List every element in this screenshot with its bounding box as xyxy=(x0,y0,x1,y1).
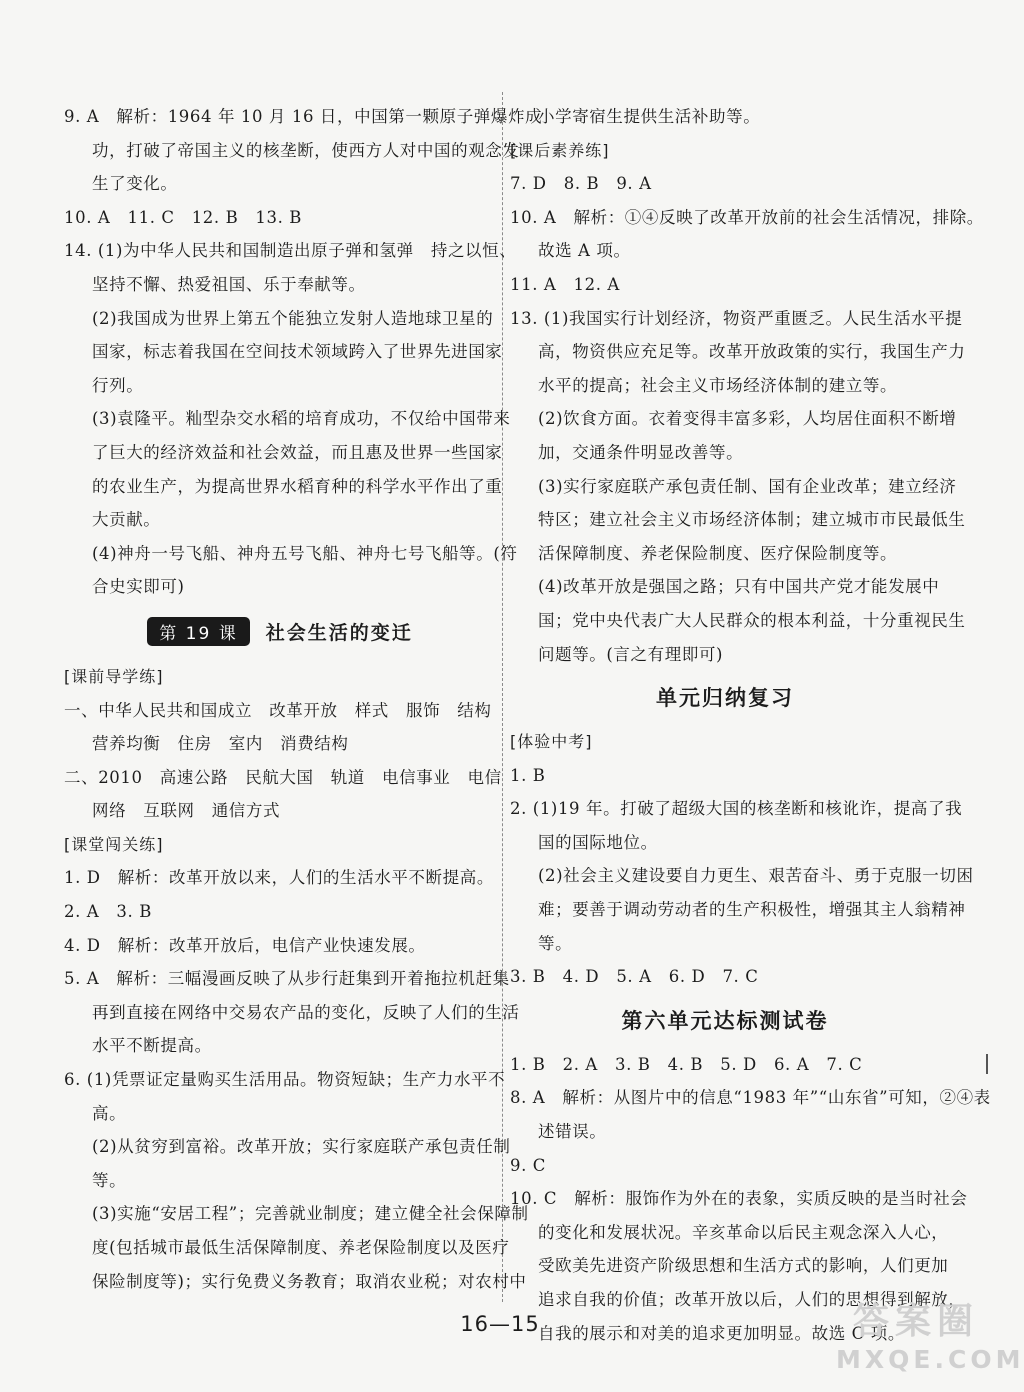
right-column xyxy=(510,100,991,1350)
answer-line: 特区；建立社会主义市场经济体制；建立城市市民最低生 xyxy=(538,510,966,530)
answer-line: 6. (1)凭票证定量购买生活用品。物资短缺；生产力水平不 xyxy=(64,1070,506,1090)
right-answers-top xyxy=(510,100,984,671)
answer-line: 问题等。(言之有理即可) xyxy=(538,644,724,664)
answer-line: 10. C 解析：服饰作为外在的表象，实质反映的是当时社会 xyxy=(510,1189,968,1209)
right-answers-middle xyxy=(510,725,974,994)
answer-line: 等。 xyxy=(92,1170,127,1190)
answer-line: 故选 A 项。 xyxy=(538,241,631,261)
answer-line: 8. A 解析：从图片中的信息“1983 年”“山东省”可知，②④表 xyxy=(510,1088,991,1108)
answer-line: 13. (1)我国实行计划经济，物资严重匮乏。人民生活水平提 xyxy=(510,308,963,328)
answer-line: 水平不断提高。 xyxy=(92,1036,212,1056)
answer-line: 国；党中央代表广大人民群众的根本利益，十分重视民生 xyxy=(538,610,966,630)
answer-line: 3. B 4. D 5. A 6. D 7. C xyxy=(510,967,759,987)
unit-review-title: 单元归纳复习 xyxy=(656,686,794,711)
answer-line: (2)我国成为世界上第五个能独立发射人造地球卫星的 xyxy=(92,308,494,328)
answer-line: 二、2010 高速公路 民航大国 轨道 电信事业 电信 xyxy=(64,767,502,787)
left-answers-top xyxy=(64,100,543,604)
answer-line: (3)实施“安居工程”；完善就业制度；建立健全社会保障制 xyxy=(92,1204,529,1224)
answer-line: 大贡献。 xyxy=(92,510,161,530)
answer-line: 高。 xyxy=(92,1103,127,1123)
answer-line: 1. D 解析：改革开放以来，人们的生活水平不断提高。 xyxy=(64,868,494,888)
answer-line: 难；要善于调动劳动者的生产积极性，增强其主人翁精神 xyxy=(538,900,966,920)
answer-line: 5. A 解析：三幅漫画反映了从步行赶集到开着拖拉机赶集 xyxy=(64,969,510,989)
answer-line: 14. (1)为中华人民共和国制造出原子弹和氢弹 持之以恒、 xyxy=(64,241,517,261)
answer-line: (3)袁隆平。籼型杂交水稻的培育成功，不仅给中国带来 xyxy=(92,409,511,429)
watermark-text-top: 答案圈 xyxy=(852,1301,979,1342)
answer-line: 追求自我的价值；改革开放以后，人们的思想得到解放， xyxy=(538,1290,966,1309)
answer-line: 国的国际地位。 xyxy=(538,832,658,852)
answer-line: 受欧美先进资产阶级思想和生活方式的影响，人们更加 xyxy=(538,1256,949,1276)
answer-line: 2. A 3. B xyxy=(64,902,152,922)
answer-line: 活保障制度、养老保险制度、医疗保险制度等。 xyxy=(538,543,898,563)
section-label: [课后素养练] xyxy=(510,140,610,160)
answer-line: 高，物资供应充足等。改革开放政策的实行，我国生产力 xyxy=(538,342,966,362)
answer-line: 自我的展示和对美的追求更加明显。故选 C 项。 xyxy=(538,1323,905,1343)
answer-line: 营养均衡 住房 室内 消费结构 xyxy=(92,734,349,754)
answer-line: (4)神舟一号飞船、神舟五号飞船、神舟七号飞船等。(符 xyxy=(92,543,518,563)
section-label: [课前导学练] xyxy=(64,666,164,686)
answer-line: 10. A 11. C 12. B 13. B xyxy=(64,207,303,227)
answer-line: 的农业生产，为提高世界水稻育种的科学水平作出了重 xyxy=(92,476,503,496)
answer-line: 再到直接在网络中交易农产品的变化，反映了人们的生活 xyxy=(92,1002,520,1022)
answer-line: 9. C xyxy=(510,1155,547,1175)
answer-line: 生了变化。 xyxy=(92,174,178,194)
answer-line: 10. A 解析：①④反映了改革开放前的社会生活情况，排除。 xyxy=(510,207,984,227)
margin-mark xyxy=(986,1054,988,1074)
answer-line: 的变化和发展状况。辛亥革命以后民主观念深入人心， xyxy=(538,1222,949,1242)
answer-line: (2)社会主义建设要自力更生、艰苦奋斗、勇于克服一切困 xyxy=(538,866,974,886)
answer-line: 4. D 解析：改革开放后，电信产业快速发展。 xyxy=(64,935,426,955)
section-label: [体验中考] xyxy=(510,732,593,752)
answer-line: 2. (1)19 年。打破了超级大国的核垄断和核讹诈，提高了我 xyxy=(510,799,963,819)
answer-line: 11. A 12. A xyxy=(510,274,620,294)
unit-test-title: 第六单元达标测试卷 xyxy=(621,1008,829,1033)
section-label: [课堂闯关练] xyxy=(64,834,164,854)
page-number: 16—15 xyxy=(460,1312,540,1336)
answer-line: 9. A 解析：1964 年 10 月 16 日，中国第一颗原子弹爆炸成 xyxy=(64,107,543,126)
answer-line: 1. B 2. A 3. B 4. B 5. D 6. A 7. C xyxy=(510,1054,863,1074)
answer-line: 合史实即可) xyxy=(92,577,185,597)
answer-line: 7. D 8. B 9. A xyxy=(510,174,652,194)
answer-line: (3)实行家庭联产承包责任制、国有企业改革；建立经济 xyxy=(538,476,957,496)
answer-line: 功，打破了帝国主义的核垄断，使西方人对中国的观念发 xyxy=(92,140,520,160)
answer-line: 1. B xyxy=(510,765,546,785)
answer-line: 小学寄宿生提供生活补助等。 xyxy=(538,107,761,126)
watermark-logo xyxy=(836,1300,1024,1388)
answer-line: (4)改革开放是强国之路；只有中国共产党才能发展中 xyxy=(538,577,940,597)
lesson-number-badge: 第 19 课 xyxy=(147,617,249,646)
answer-line: 国家，标志着我国在空间技术领域跨入了世界先进国家 xyxy=(92,342,503,362)
answer-line: 水平的提高；社会主义市场经济体制的建立等。 xyxy=(538,375,898,395)
answer-line: 加，交通条件明显改善等。 xyxy=(538,442,744,462)
answer-line: 坚持不懈、热爱祖国、乐于奉献等。 xyxy=(92,274,366,294)
answer-line: (2)饮食方面。衣着变得丰富多彩，人均居住面积不断增 xyxy=(538,409,957,429)
lesson-title: 社会生活的变迁 xyxy=(265,622,413,645)
column-divider xyxy=(502,92,504,1302)
answer-line: 述错误。 xyxy=(538,1122,607,1142)
lesson-heading xyxy=(64,604,496,660)
answer-line: 一、中华人民共和国成立 改革开放 样式 服饰 结构 xyxy=(64,700,492,720)
answer-line: 度(包括城市最低生活保障制度、养老保险制度以及医疗 xyxy=(92,1238,510,1257)
answer-line: 等。 xyxy=(538,933,573,953)
watermark-text-bottom: MXQE.COM xyxy=(836,1345,1024,1374)
answer-line: 保险制度等)；实行免费义务教育；取消农业税；对农村中 xyxy=(92,1271,527,1291)
answer-line: 行列。 xyxy=(92,375,144,395)
answer-line: 了巨大的经济效益和社会效益，而且惠及世界一些国家 xyxy=(92,442,503,462)
answer-line: (2)从贫穷到富裕。改革开放；实行家庭联产承包责任制 xyxy=(92,1137,511,1157)
answer-line: 网络 互联网 通信方式 xyxy=(92,801,281,821)
